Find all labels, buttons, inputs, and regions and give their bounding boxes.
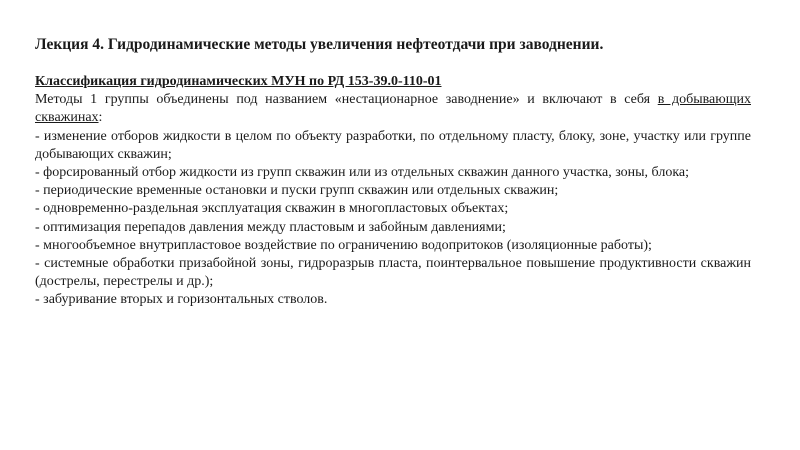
list-item: - изменение отборов жидкости в целом по объекту разработки, по отдельному пласту, блоку, зоне, участку или группе добывающих скважин; [35, 128, 751, 162]
intro-underlined: в добывающих скважинах [35, 92, 751, 126]
list-item: - оптимизация перепадов давления между пластовым и забойным давлениями; [35, 219, 506, 235]
list-item: - одновременно-раздельная эксплуатация скважин в многопластовых объектах; [35, 201, 509, 217]
list-item: - многообъемное внутрипластовое воздействие по ограничению водопритоков (изоляционные работы); [35, 237, 652, 253]
content-block [35, 73, 751, 310]
classification-heading: Классификация гидродинамических МУН по РД 153-39.0-110-01 [35, 74, 442, 89]
list-item: - забуривание вторых и горизонтальных стволов. [35, 292, 328, 308]
lecture-title: Лекция 4. Гидродинамические методы увеличения нефтеотдачи при заводнении. [35, 36, 604, 53]
list-item: - периодические временные остановки и пуски групп скважин или отдельных скважин; [35, 183, 559, 199]
list-item: - форсированный отбор жидкости из групп скважин или из отдельных скважин данного участка, зоны, блока; [35, 165, 690, 181]
list-item: - системные обработки призабойной зоны, гидроразрыв пласта, поинтервальное повышение продуктивности скважин (дострелы, перестрелы и др.); [35, 256, 751, 290]
intro-text: Методы 1 группы объединены под названием «нестационарное заводнение» и включают в себя [35, 92, 658, 108]
intro-suffix: : [98, 110, 103, 126]
intro-paragraph [35, 91, 751, 127]
